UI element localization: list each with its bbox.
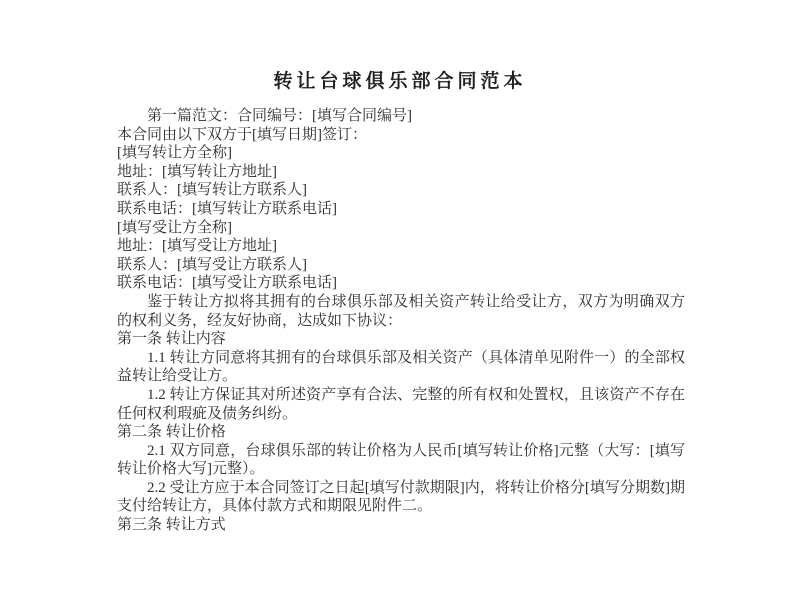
paragraph-transferee-phone: 联系电话：[填写受让方联系电话] [117, 275, 337, 292]
document-body [117, 107, 685, 535]
paragraph-preamble: 鉴于转让方拟将其拥有的台球俱乐部及相关资产转让给受让方，双方为明确双方的权利义务，经友好协商，达成如下协议： [117, 293, 685, 329]
paragraph-transferor-phone: 联系电话：[填写转让方联系电话] [117, 200, 337, 217]
paragraph-transferor-contact: 联系人：[填写转让方联系人] [117, 182, 307, 199]
document-title: 转让台球俱乐部合同范本 [273, 71, 527, 92]
paragraph-clause-2-2: 2.2 受让方应于本合同签订之日起[填写付款期限]内，将转让价格分[填写分期数]期支付给转让方，具体付款方式和期限见附件二。 [117, 479, 685, 515]
paragraph-transferee-address: 地址：[填写受让方地址] [117, 238, 277, 255]
paragraph-clause-2-1: 2.1 双方同意，台球俱乐部的转让价格为人民币[填写转让价格]元整（大写：[填写转让价格大写]元整）。 [117, 442, 685, 478]
paragraph-transferee-contact: 联系人：[填写受让方联系人] [117, 256, 307, 273]
paragraph-transferor-address: 地址：[填写转让方地址] [117, 163, 277, 180]
paragraph-transferor-name: [填写转让方全称] [117, 145, 232, 162]
heading-article-3: 第三条 转让方式 [117, 517, 226, 534]
paragraph-clause-1-1: 1.1 转让方同意将其拥有的台球俱乐部及相关资产（具体清单见附件一）的全部权益转让给受让方。 [117, 349, 685, 385]
paragraph-clause-1-2: 1.2 转让方保证其对所述资产享有合法、完整的所有权和处置权，且该资产不存在任何权利瑕疵及债务纠纷。 [117, 386, 685, 422]
paragraph-signing-date: 本合同由以下双方于[填写日期]签订： [117, 126, 367, 143]
paragraph-transferee-name: [填写受让方全称] [117, 219, 232, 236]
heading-article-2: 第二条 转让价格 [117, 424, 226, 441]
paragraph-intro-number: 第一篇范文：合同编号：[填写合同编号] [147, 108, 412, 124]
heading-article-1: 第一条 转让内容 [117, 331, 226, 348]
